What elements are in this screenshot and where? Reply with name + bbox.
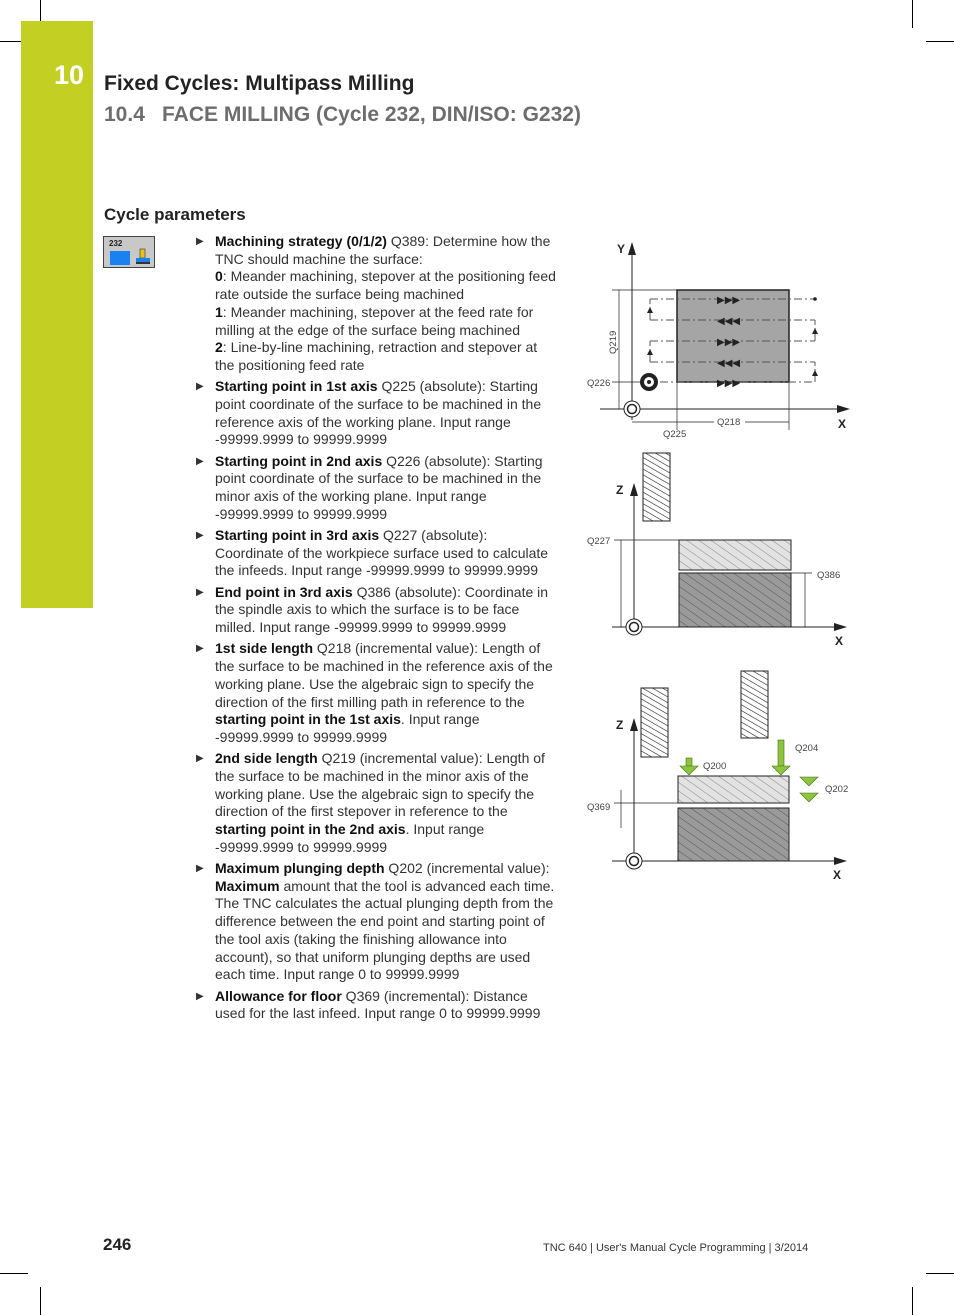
arrow-down-icon <box>680 758 698 775</box>
q226-label: Q226 <box>587 378 611 389</box>
parameter-term: starting point in the 2nd axis <box>215 821 406 838</box>
bullet-icon: ▶ <box>196 863 204 875</box>
cycle-parameters-heading: Cycle parameters <box>104 205 246 224</box>
parameter-term: Maximum <box>215 877 280 894</box>
svg-text:▶▶▶: ▶▶▶ <box>717 378 741 389</box>
face-mill-tool-icon <box>640 373 658 391</box>
z-axis-label: Z <box>616 483 624 497</box>
q204-label: Q204 <box>795 743 819 754</box>
parameter-term: 2 <box>215 339 223 356</box>
bullet-icon: ▶ <box>196 236 204 247</box>
parameter-term: 1 <box>215 303 223 320</box>
origin-icon <box>626 853 642 869</box>
material-to-remove <box>679 540 791 570</box>
parameter-text: : Meander machining, stepover at the positioning feed rate outside the surface being machined <box>215 268 556 303</box>
end-mill-icon <box>643 453 670 521</box>
chapter-number: 10 <box>54 60 85 90</box>
end-mill-icon <box>741 671 768 738</box>
origin-icon <box>626 619 642 635</box>
z-axis-label: Z <box>616 718 624 732</box>
parameter-term: Machining strategy (0/1/2) <box>215 233 387 249</box>
arrow-down-icon <box>800 777 818 802</box>
parameter-text: Q219 (incremental value): Length of the surface to be machined in the minor axis of the working plane. Use the algebraic sign to specify the direction of the first stepover in reference to the <box>215 750 545 820</box>
parameter-text: : Line-by-line machining, retraction and stepover at the positioning feed rate <box>215 339 538 373</box>
workpiece <box>678 808 789 861</box>
origin-icon <box>624 401 640 417</box>
parameter-text: . Input range -99999.9999 to 99999.9999 <box>215 711 480 745</box>
svg-text:▶▶▶: ▶▶▶ <box>717 295 741 306</box>
q218-label: Q218 <box>717 417 741 428</box>
bullet-icon: ▶ <box>196 990 204 1002</box>
figure-xz-depth <box>587 453 847 648</box>
parameter-text: . Input range -99999.9999 to 99999.9999 <box>215 821 485 855</box>
parameter-text: Q218 (incremental value): Length of the surface to be machined in the reference axis of the working plane. Use the algebraic sign to specify the direction of the first milling path in reference to the <box>215 640 553 710</box>
section-number: 10.4 <box>104 103 145 126</box>
material-to-remove <box>678 776 789 803</box>
softkey-label: 232 <box>109 239 123 248</box>
bullet-icon: ▶ <box>196 455 204 467</box>
svg-text:◀◀◀: ◀◀◀ <box>717 316 741 327</box>
q202-label: Q202 <box>825 784 849 795</box>
q200-label: Q200 <box>703 761 727 772</box>
bullet-icon: ▶ <box>196 643 204 655</box>
footer-text: TNC 640 | User's Manual Cycle Programming | 3/2014 <box>543 1242 809 1254</box>
parameter-term: Maximum plunging depth <box>215 860 385 877</box>
y-axis-label: Y <box>617 242 626 256</box>
figure-xz-infeed <box>587 671 848 882</box>
parameter-text: Q386 (absolute): Coordinate in the spindle axis to which the surface is to be face milled. Input range -99999.9999 to 99999.9999 <box>215 583 549 636</box>
q225-label: Q225 <box>663 429 687 440</box>
parameter-text: Q369 (incremental): Distance used for the last infeed. Input range 0 to 99999.9999 <box>215 987 541 1022</box>
x-axis-label: X <box>835 634 844 648</box>
arrow-down-icon <box>772 740 790 775</box>
parameter-term: End point in 3rd axis <box>215 583 353 600</box>
parameter-term: Allowance for floor <box>215 987 342 1004</box>
parameter-text: Q225 (absolute): Starting point coordinate of the surface to be machined in the reference axis of the working plane. Input range -99999.9999 to 99999.9999 <box>215 378 542 448</box>
parameter-term: 1st side length <box>215 640 314 657</box>
figure-xy-plane <box>587 242 850 440</box>
parameter-text: Q227 (absolute): Coordinate of the workpiece surface used to calculate the infeeds. Input range -99999.9999 to 99999.9999 <box>215 527 549 579</box>
x-axis-label: X <box>833 868 842 882</box>
bullet-icon: ▶ <box>196 530 204 542</box>
parameter-term: 2nd side length <box>215 750 318 767</box>
end-mill-icon <box>641 688 668 757</box>
svg-text:◀◀◀: ◀◀◀ <box>717 358 741 369</box>
q369-label: Q369 <box>587 802 611 813</box>
parameter-term: starting point in the 1st axis <box>215 711 401 728</box>
parameter-term: 0 <box>215 268 223 285</box>
parameter-text: Q389: Determine how the TNC should machine the surface: <box>215 233 551 267</box>
bullet-icon: ▶ <box>196 753 204 765</box>
parameter-text: Q202 (incremental value): <box>384 860 550 877</box>
bullet-icon: ▶ <box>196 381 204 393</box>
page-number: 246 <box>103 1235 132 1254</box>
parameter-term: Starting point in 3rd axis <box>215 527 380 544</box>
parameter-term: Starting point in 1st axis <box>215 378 378 395</box>
q386-label: Q386 <box>817 570 841 581</box>
bullet-icon: ▶ <box>196 586 204 598</box>
parameter-text: : Meander machining, stepover at the feed rate for milling at the edge of the surface being machined <box>215 303 534 338</box>
parameter-term: Starting point in 2nd axis <box>215 452 383 469</box>
section-name: FACE MILLING (Cycle 232, DIN/ISO: G232) <box>162 103 581 126</box>
workpiece <box>679 573 791 627</box>
q219-label: Q219 <box>608 330 619 354</box>
parameter-text: amount that the tool is advanced each time. The TNC calculates the actual plunging depth from the difference between the end point and starting point of the tool axis (taking the finishing allowance into account), so that uniform plunging depths are used each time. Input range 0 to 99999.9999 <box>215 877 555 983</box>
parameter-text: Q226 (absolute): Starting point coordinate of the surface to be machined in the minor axis of the working plane. Input range -99999.9999 to 99999.9999 <box>215 452 543 522</box>
svg-text:▶▶▶: ▶▶▶ <box>717 337 741 348</box>
q227-label: Q227 <box>587 536 611 547</box>
x-axis-label: X <box>838 417 847 431</box>
chapter-title: Fixed Cycles: Multipass Milling <box>104 72 415 95</box>
